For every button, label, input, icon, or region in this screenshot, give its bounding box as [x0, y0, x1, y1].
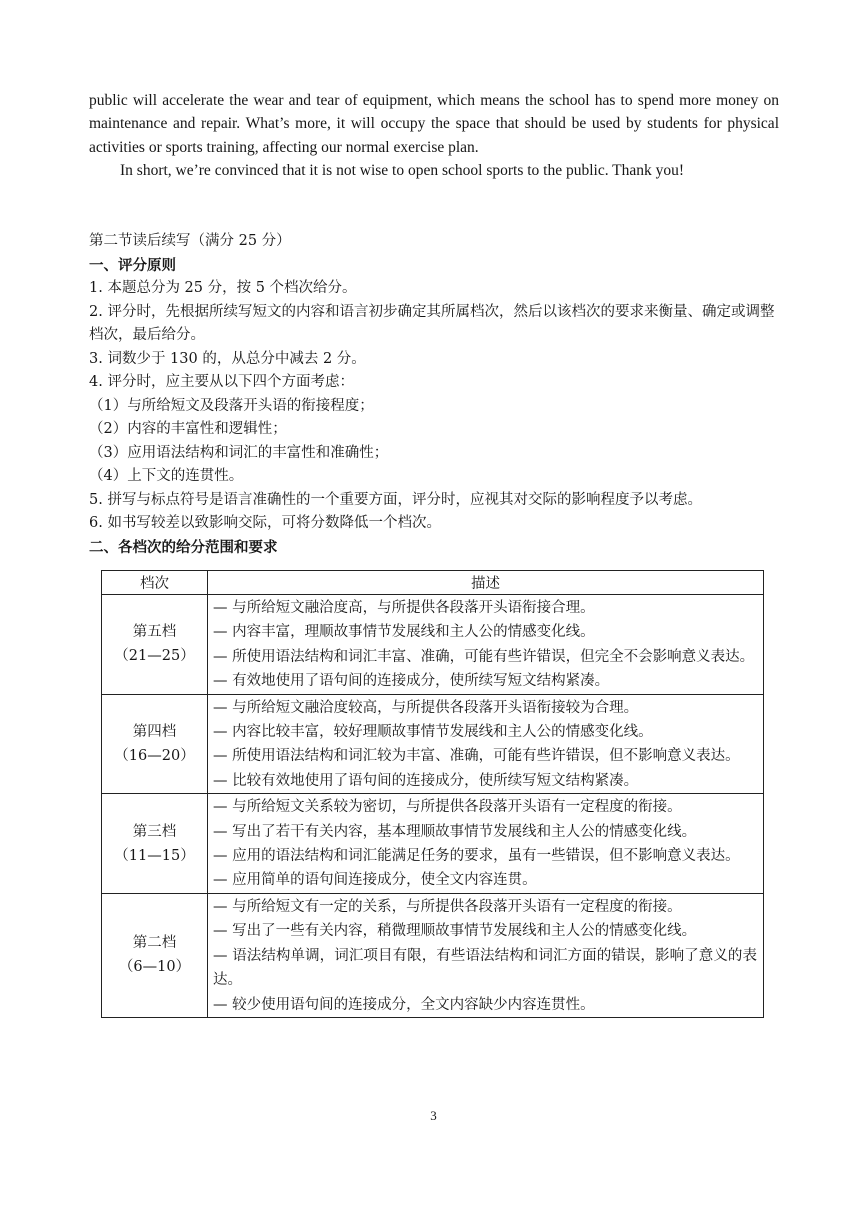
table-header-row — [102, 571, 764, 595]
levels-heading: 二、各档次的给分范围和要求 — [89, 538, 278, 556]
level-range: （11—15） — [114, 847, 195, 864]
level-cell — [102, 595, 208, 695]
scoring-table — [101, 570, 764, 1018]
description-item: — 写出了若干有关内容，基本理顺故事情节发展线和主人公的情感变化线。 — [213, 823, 697, 840]
rule-item: 4. 评分时，应主要从以下四个方面考虑： — [89, 374, 354, 390]
description-item: — 所使用语法结构和词汇丰富、准确，可能有些许错误，但完全不会影响意义表达。 — [213, 648, 755, 665]
description-item: — 有效地使用了语句间的连接成分，使所续写短文结构紧凑。 — [213, 673, 610, 690]
level-cell — [102, 893, 208, 1017]
section-title: 第二节读后续写（满分 25 分） — [89, 233, 291, 249]
description-item: — 与所给短文融洽度高，与所提供各段落开头语衔接合理。 — [213, 600, 595, 616]
description-item: — 较少使用语句间的连接成分，全文内容缺少内容连贯性。 — [213, 996, 595, 1013]
description-cell — [208, 595, 764, 695]
english-passage — [89, 89, 779, 183]
column-header-description: 描述 — [208, 571, 764, 595]
description-item: — 与所给短文有一定的关系，与所提供各段落开头语有一定程度的衔接。 — [213, 898, 682, 915]
description-cell — [208, 893, 764, 1017]
rule-item: 6. 如书写较差以致影响交际，可将分数降低一个档次。 — [89, 515, 441, 531]
level-name: 第二档 — [132, 935, 177, 952]
level-name: 第五档 — [132, 624, 177, 641]
english-paragraph-2: In short, we’re convinced that it is not wise to open school sports to the public. Thank you! — [120, 162, 685, 180]
rule-item: 1. 本题总分为 25 分，按 5 个档次给分。 — [89, 280, 357, 296]
principles-heading: 一、评分原则 — [89, 256, 176, 274]
description-cell — [208, 794, 764, 894]
rule-item: 3. 词数少于 130 的，从总分中减去 2 分。 — [89, 350, 366, 367]
page-number: 3 — [430, 1108, 437, 1123]
description-item: — 内容比较丰富，较好理顺故事情节发展线和主人公的情感变化线。 — [213, 724, 653, 741]
description-item: — 与所给短文融洽度较高，与所提供各段落开头语衔接较为合理。 — [213, 699, 639, 716]
description-item: — 写出了一些有关内容，稍微理顺故事情节发展线和主人公的情感变化线。 — [213, 923, 697, 940]
table-row — [102, 595, 764, 695]
english-paragraph-1: public will accelerate the wear and tear of equipment, which means the school has to spend more money on maintenance and repair. What’s more, it will occupy the space that should be used by students for physical activities or sports training, affecting our normal exercise plan. — [89, 92, 779, 156]
description-item: — 所使用语法结构和词汇较为丰富、准确，可能有些许错误，但不影响意义表达。 — [213, 748, 740, 765]
rule-item: 2. 评分时，先根据所续写短文的内容和语言初步确定其所属档次，然后以该档次的要求来衡量、确定或调整档次，最后给分。 — [89, 303, 775, 343]
level-name: 第三档 — [132, 823, 177, 840]
table-row — [102, 893, 764, 1017]
level-range: （16—20） — [114, 747, 195, 764]
description-item: — 比较有效地使用了语句间的连接成分，使所续写短文结构紧凑。 — [213, 772, 639, 789]
description-item: — 应用简单的语句间连接成分，使全文内容连贯。 — [213, 872, 537, 889]
description-item: — 与所给短文关系较为密切，与所提供各段落开头语有一定程度的衔接。 — [213, 799, 682, 816]
table-row — [102, 694, 764, 794]
level-range: （21—25） — [114, 648, 195, 665]
description-item: — 语法结构单调，词汇项目有限，有些语法结构和词汇方面的错误，影响了意义的表达。 — [213, 947, 757, 989]
scoring-section — [89, 230, 779, 559]
description-cell — [208, 694, 764, 794]
table-row — [102, 794, 764, 894]
column-header-level: 档次 — [102, 571, 208, 595]
rule-sub-item: （2）内容的丰富性和逻辑性； — [89, 421, 287, 437]
description-item: — 内容丰富，理顺故事情节发展线和主人公的情感变化线。 — [213, 624, 595, 641]
level-cell — [102, 794, 208, 894]
rule-sub-item: （3）应用语法结构和词汇的丰富性和准确性； — [89, 444, 389, 461]
rule-sub-item: （1）与所给短文及段落开头语的衔接程度； — [89, 397, 374, 414]
level-range: （6—10） — [118, 959, 191, 976]
level-name: 第四档 — [132, 723, 177, 740]
rule-item: 5. 拼写与标点符号是语言准确性的一个重要方面，评分时，应视其对交际的影响程度予以考虑。 — [89, 491, 702, 508]
rule-sub-item: （4）上下文的连贯性。 — [89, 468, 244, 484]
level-cell — [102, 694, 208, 794]
description-item: — 应用的语法结构和词汇能满足任务的要求，虽有一些错误，但不影响意义表达。 — [213, 848, 740, 865]
